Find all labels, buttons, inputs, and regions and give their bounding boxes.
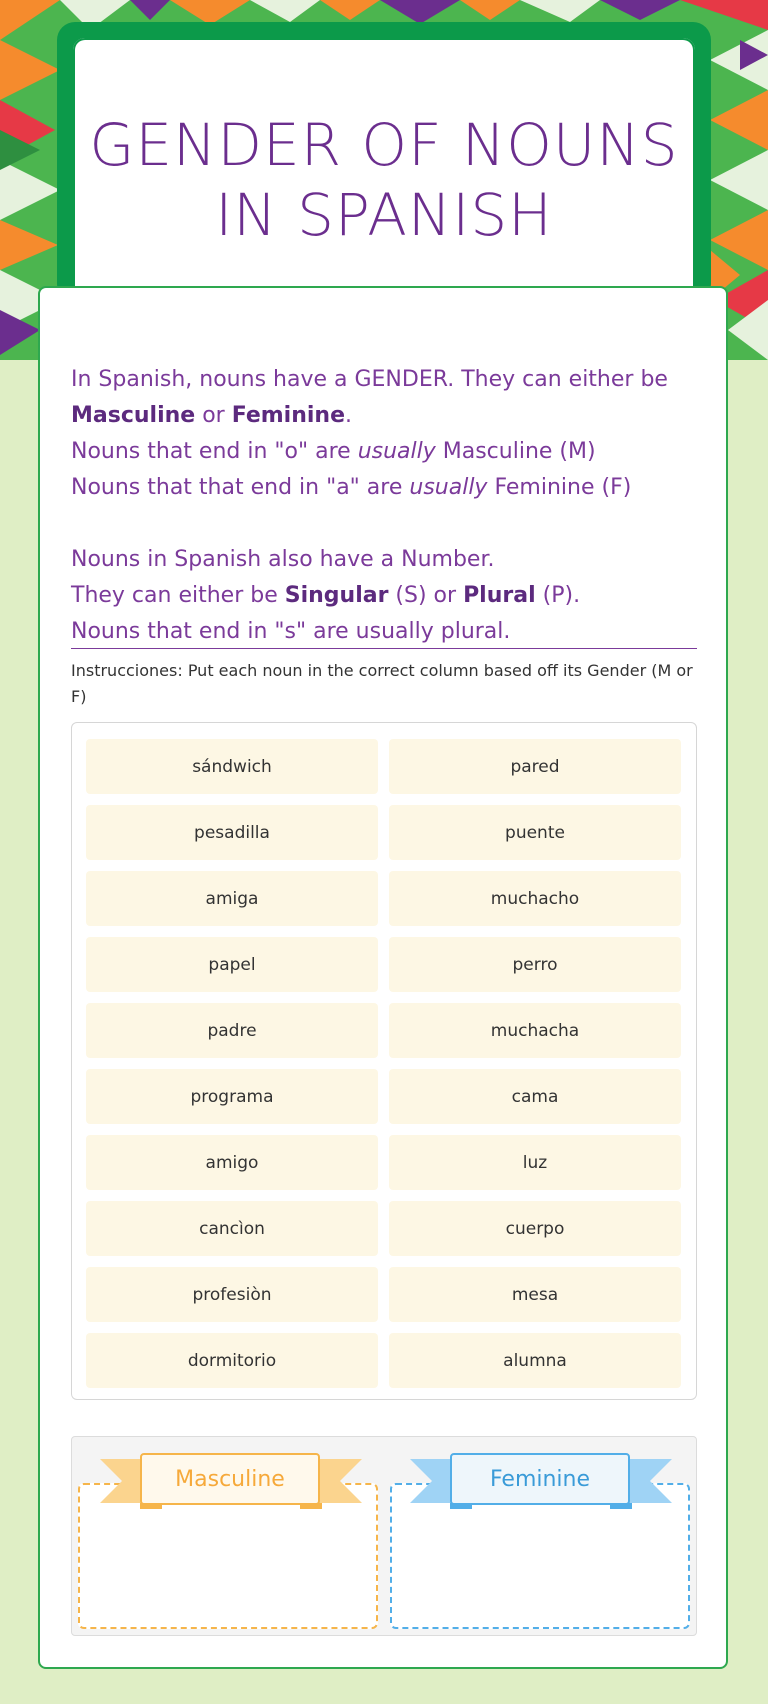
word-tile[interactable]: muchacha [389,1003,681,1058]
divider [71,648,697,649]
feminine-term: Feminine [231,403,346,428]
instructions-text: Instrucciones: Put each noun in the correct column based off its Gender (M or F) [71,661,693,706]
intro-text [71,362,711,650]
word-tile[interactable]: amigo [86,1135,378,1190]
word-tile[interactable]: alumna [389,1333,681,1388]
word-tile[interactable]: pesadilla [86,805,378,860]
word-tile[interactable]: luz [389,1135,681,1190]
feminine-label: Feminine [450,1453,630,1505]
feminine-ribbon [410,1445,672,1509]
masculine-ribbon [100,1445,362,1509]
intro-line-6: Nouns that end in "s" are usually plural. [71,619,511,644]
word-tile[interactable]: padre [86,1003,378,1058]
plural-term: Plural [463,583,536,608]
intro-line-5: They can either be Singular (S) or Plural (P). [71,583,581,608]
word-tile[interactable]: amiga [86,871,378,926]
intro-line-3: Nouns that that end in "a" are usually Feminine (F) [71,475,632,500]
word-bank [71,722,697,1400]
masculine-label: Masculine [140,1453,320,1505]
word-tile[interactable]: mesa [389,1267,681,1322]
intro-line-4: Nouns in Spanish also have a Number. [71,547,495,572]
word-grid [86,739,682,1388]
word-tile[interactable]: pared [389,739,681,794]
word-tile[interactable]: papel [86,937,378,992]
word-tile[interactable]: puente [389,805,681,860]
word-tile[interactable]: dormitorio [86,1333,378,1388]
word-tile[interactable]: cuerpo [389,1201,681,1256]
intro-line-2: Nouns that end in "o" are usually Masculine (M) [71,439,596,464]
sort-area [71,1436,697,1636]
word-tile[interactable]: perro [389,937,681,992]
singular-term: Singular [284,583,389,608]
word-tile[interactable]: cama [389,1069,681,1124]
word-tile[interactable]: sándwich [86,739,378,794]
page-title: GENDER OF NOUNS IN SPANISH [89,111,679,249]
intro-line-1: In Spanish, nouns have a GENDER. They can either be Masculine or Feminine. [71,367,668,428]
word-tile[interactable]: profesiòn [86,1267,378,1322]
word-tile[interactable]: cancìon [86,1201,378,1256]
word-tile[interactable]: muchacho [389,871,681,926]
masculine-term: Masculine [71,403,196,428]
word-tile[interactable]: programa [86,1069,378,1124]
